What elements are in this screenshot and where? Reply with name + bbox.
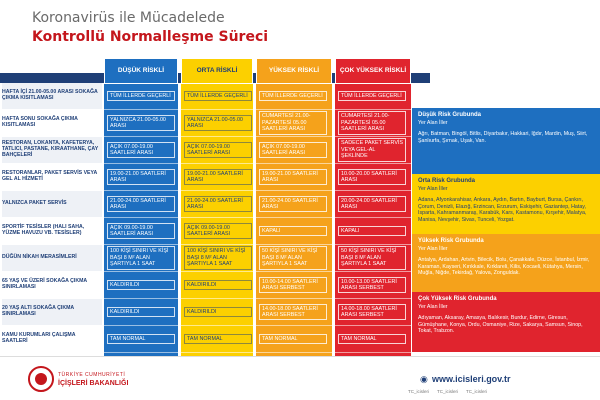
cell-vhigh-text: TÜM İLLERDE GEÇERLİ xyxy=(338,91,406,101)
cell-vhigh-text: 10.00-13.00 SAATLERİ ARASI SERBEST xyxy=(338,277,406,294)
cell-high-text: KAPALI xyxy=(259,226,327,236)
cell-mid xyxy=(181,164,253,190)
cell-vhigh xyxy=(335,299,411,325)
cell-mid xyxy=(181,245,253,271)
cell-vhigh-text: CUMARTESİ 21.00-PAZARTESİ 05.00 SAATLERİ ARASI xyxy=(338,111,406,134)
cell-vhigh-text: SADECE PAKET SERVİS VEYA GEL-AL ŞEKLİNDE xyxy=(338,138,406,161)
group-low-title: Düşük Risk Grubunda xyxy=(418,112,482,118)
cell-mid-text: TAM NORMAL xyxy=(184,334,252,344)
group-high-panel xyxy=(412,234,600,292)
cell-mid xyxy=(181,218,253,244)
cell-high xyxy=(256,164,332,190)
row-label: KAMU KURUMLARI ÇALIŞMA SAATLERİ xyxy=(2,332,76,344)
cell-high xyxy=(256,110,332,136)
cell-high xyxy=(256,299,332,325)
cell-mid xyxy=(181,272,253,298)
cell-vhigh xyxy=(335,326,411,352)
cell-mid xyxy=(181,137,253,163)
website-link[interactable]: www.icisleri.gov.tr xyxy=(432,374,511,384)
row-label: HAFTA SONU SOKAĞA ÇIKMA KISITLAMASI xyxy=(2,116,78,128)
cell-mid xyxy=(181,83,253,109)
cell-low-text: KALDIRILDI xyxy=(107,307,175,317)
cell-vhigh xyxy=(335,164,411,190)
group-low-cities: Ağrı, Batman, Bingöl, Bitlis, Diyarbakır, Hakkari, Iğdır, Mardin, Muş, Siirt, Şanlıurfa, Şırnak, Uşak, Van. xyxy=(418,130,588,144)
column-header-high: YÜKSEK RİSKLİ xyxy=(256,58,332,84)
cell-vhigh xyxy=(335,272,411,298)
cell-high xyxy=(256,137,332,163)
cell-low-text: 21.00-24.00 SAATLERİ ARASI xyxy=(107,196,175,213)
group-mid-panel xyxy=(412,174,600,234)
cell-high xyxy=(256,218,332,244)
group-high-cities: Antalya, Ardahan, Artvin, Bilecik, Bolu, Çanakkale, Düzce, İstanbul, İzmir, Karaman, Kayseri, Kırıkkale, Kırklareli, Kilis, Kocaeli, Kütahya, Mersin, Muğla, Niğde, Tekirdağ, Yalova, Zonguldak. xyxy=(418,256,590,277)
cell-low-text: AÇIK 09.00-19.00 SAATLERİ ARASI xyxy=(107,223,175,240)
group-vhigh-title: Çok Yüksek Risk Grubunda xyxy=(418,296,497,302)
cell-mid-text: 100 KİŞİ SINIRI VE KİŞİ BAŞI 8 M² ALAN ŞARTIYLA 1 SAAT xyxy=(184,246,252,269)
column-header-vhigh: ÇOK YÜKSEK RİSKLİ xyxy=(335,58,411,84)
row-label: RESTORANLAR, PAKET SERVİS VEYA GEL AL HİZMETİ xyxy=(2,170,98,182)
cell-mid xyxy=(181,299,253,325)
table-row xyxy=(0,299,412,326)
cell-mid-text: 19.00-21.00 SAATLERİ ARASI xyxy=(184,169,252,186)
table-row xyxy=(0,245,412,272)
row-label: HAFTA İÇİ 21.00-05.00 ARASI SOKAĞA ÇIKMA KISITLAMASI xyxy=(2,83,102,109)
cell-low xyxy=(104,272,178,298)
cell-mid-text: KALDIRILDI xyxy=(184,280,252,290)
cell-high xyxy=(256,191,332,217)
table-row xyxy=(0,110,412,137)
cell-low xyxy=(104,245,178,271)
group-high-subtitle: Yer Alan İller xyxy=(418,245,448,252)
cell-low xyxy=(104,299,178,325)
cell-low-text: TÜM İLLERDE GEÇERLİ xyxy=(107,91,175,101)
row-label: YALNIZCA PAKET SERVİS xyxy=(2,191,102,217)
globe-icon: ◉ xyxy=(420,374,428,384)
cell-high xyxy=(256,326,332,352)
cell-mid xyxy=(181,191,253,217)
cell-low xyxy=(104,137,178,163)
group-high-title: Yüksek Risk Grubunda xyxy=(418,238,484,244)
table-row xyxy=(0,191,412,218)
cell-high-text: 10.00-14.00 SAATLERİ ARASI SERBEST xyxy=(259,277,327,294)
group-low-panel xyxy=(412,108,600,174)
cell-low xyxy=(104,326,178,352)
cell-low-text: AÇIK 07.00-19.00 SAATLERİ ARASI xyxy=(107,142,175,159)
table-row xyxy=(0,164,412,191)
cell-low xyxy=(104,218,178,244)
column-header-mid: ORTA RİSKLİ xyxy=(181,58,253,84)
cell-vhigh xyxy=(335,191,411,217)
social-links xyxy=(408,389,487,394)
cell-vhigh xyxy=(335,245,411,271)
cell-low-text: TAM NORMAL xyxy=(107,334,175,344)
row-label: 65 YAŞ VE ÜZERİ SOKAĞA ÇIKMA SINIRLAMASI xyxy=(2,278,87,290)
row-label: RESTORAN, LOKANTA, KAFETERYA, TATLICI, PASTANE, KIRAATHANE, ÇAY BAHÇELERİ xyxy=(2,137,102,163)
row-label: DÜĞÜN NİKAH MERASİMLERİ xyxy=(2,245,102,271)
cell-vhigh-text: 50 KİŞİ SINIRI VE KİŞİ BAŞI 8 M² ALAN ŞARTIYLA 1 SAAT xyxy=(338,246,406,269)
cell-vhigh xyxy=(335,83,411,109)
cell-low xyxy=(104,83,178,109)
cell-high xyxy=(256,245,332,271)
cell-high-text: AÇIK 07.00-19.00 SAATLERİ ARASI xyxy=(259,142,327,159)
cell-high-text: 19.00-21.00 SAATLERİ ARASI xyxy=(259,169,327,186)
cell-high xyxy=(256,83,332,109)
cell-high-text: 21.00-24.00 SAATLERİ ARASI xyxy=(259,196,327,213)
cell-vhigh-text: 10.00-20.00 SAATLERİ ARASI xyxy=(338,169,406,186)
footer-divider xyxy=(0,356,600,357)
table-row xyxy=(0,83,412,110)
ministry-name-line2: İÇİŞLERİ BAKANLIĞI xyxy=(58,380,129,387)
cell-low xyxy=(104,110,178,136)
cell-vhigh xyxy=(335,137,411,163)
cell-vhigh-text: 20.00-24.00 SAATLERİ ARASI xyxy=(338,196,406,213)
cell-low-text: 19.00-21.00 SAATLERİ ARASI xyxy=(107,169,175,186)
social-link-2[interactable]: TC_icisleri xyxy=(437,389,459,394)
cell-vhigh-text: 14.00-18.00 SAATLERİ ARASI SERBEST xyxy=(338,304,406,321)
row-label: SPORTİF TESİSLER (HALI SAHA, YÜZME HAVUZU VB. TESİSLER) xyxy=(2,224,85,236)
group-vhigh-subtitle: Yer Alan İller xyxy=(418,303,448,310)
cell-mid-text: AÇIK 07.00-19.00 SAATLERİ ARASI xyxy=(184,142,252,159)
cell-mid xyxy=(181,110,253,136)
cell-low-text: 100 KİŞİ SINIRI VE KİŞİ BAŞI 8 M² ALAN ŞARTIYLA 1 SAAT xyxy=(107,246,175,269)
cell-mid xyxy=(181,326,253,352)
cell-high-text: 14.00-18.00 SAATLERİ ARASI SERBEST xyxy=(259,304,327,321)
group-vhigh-panel xyxy=(412,292,600,352)
page-title-line1: Koronavirüs ile Mücadelede xyxy=(32,10,225,26)
group-mid-subtitle: Yer Alan İller xyxy=(418,185,448,192)
cell-mid-text: AÇIK 09.00-19.00 SAATLERİ ARASI xyxy=(184,223,252,240)
table-row xyxy=(0,137,412,164)
table-row xyxy=(0,218,412,245)
page-title-line2: Kontrollü Normalleşme Süreci xyxy=(32,29,269,45)
cell-vhigh-text: TAM NORMAL xyxy=(338,334,406,344)
cell-high-text: 50 KİŞİ SINIRI VE KİŞİ BAŞI 8 M² ALAN ŞARTIYLA 1 SAAT xyxy=(259,246,327,269)
cell-mid-text: 21.00-24.00 SAATLERİ ARASI xyxy=(184,196,252,213)
cell-vhigh xyxy=(335,110,411,136)
cell-vhigh-text: KAPALI xyxy=(338,226,406,236)
row-label: 20 YAŞ ALTI SOKAĞA ÇIKMA SINIRLAMASI xyxy=(2,299,102,325)
cell-low xyxy=(104,191,178,217)
group-vhigh-cities: Adıyaman, Aksaray, Amasya, Balıkesir, Burdur, Edirne, Giresun, Gümüşhane, Konya, Ordu, Osmaniye, Rize, Sakarya, Samsun, Sinop, Tokat, Trabzon. xyxy=(418,314,583,335)
cell-vhigh xyxy=(335,218,411,244)
ministry-name-line1: TÜRKİYE CUMHURİYETİ xyxy=(58,372,126,378)
column-header-low: DÜŞÜK RİSKLİ xyxy=(104,58,178,84)
cell-low-text: YALNIZCA 21.00-05.00 ARASI xyxy=(107,115,175,132)
cell-mid-text: YALNIZCA 21.00-05.00 ARASI xyxy=(184,115,252,132)
table-row xyxy=(0,326,412,353)
cell-high-text: TÜM İLLERDE GEÇERLİ xyxy=(259,91,327,101)
cell-low-text: KALDIRILDI xyxy=(107,280,175,290)
group-mid-cities: Adana, Afyonkarahisar, Ankara, Aydın, Bartın, Bayburt, Bursa, Çankırı, Çorum, Denizli, Elazığ, Erzincan, Erzurum, Eskişehir, Gaziantep, Hatay, Isparta, Kahramanmaraş, Karabük, Kars, Kastamonu, Kırşehir, Malatya, Manisa, Nevşehir, Sivas, Tunceli, Yozgat. xyxy=(418,196,587,224)
cell-low xyxy=(104,164,178,190)
social-link-3[interactable]: TC_icisleri xyxy=(466,389,488,394)
cell-high xyxy=(256,272,332,298)
table-row xyxy=(0,272,412,299)
group-low-subtitle: Yer Alan İller xyxy=(418,119,448,126)
group-mid-title: Orta Risk Grubunda xyxy=(418,178,476,184)
cell-mid-text: KALDIRILDI xyxy=(184,307,252,317)
cell-high-text: CUMARTESİ 21.00-PAZARTESİ 05.00 SAATLERİ ARASI xyxy=(259,111,327,134)
rules-table xyxy=(0,83,412,353)
social-link-1[interactable]: TC_icisleri xyxy=(408,389,430,394)
cell-high-text: TAM NORMAL xyxy=(259,334,327,344)
cell-mid-text: TÜM İLLERDE GEÇERLİ xyxy=(184,91,252,101)
ministry-logo-icon xyxy=(28,366,54,392)
